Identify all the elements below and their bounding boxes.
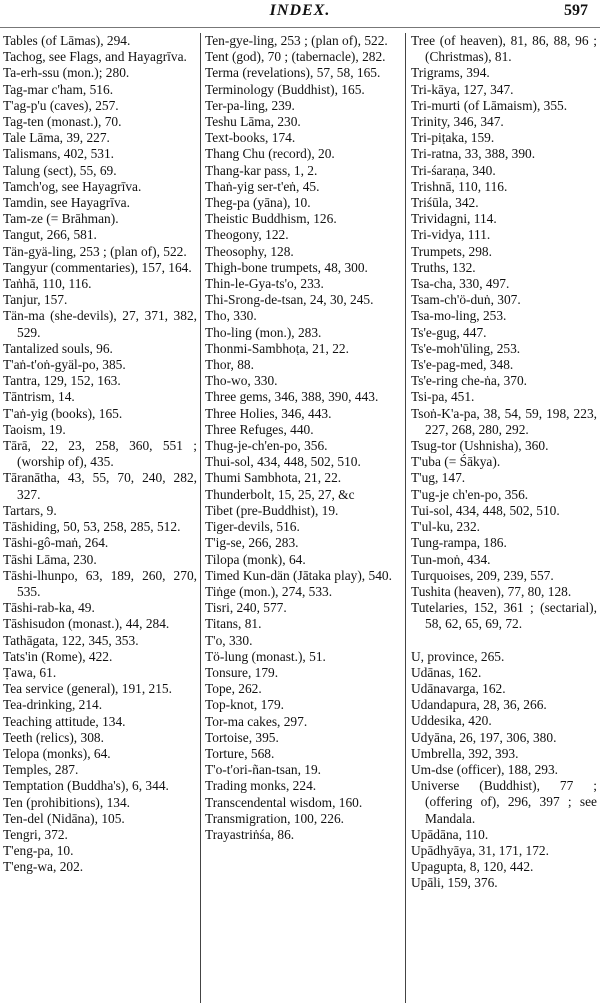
index-entry: Talismans, 402, 531. (3, 146, 115, 162)
index-entry: Tri-murti (of Lāmaism), 355. (411, 97, 568, 113)
index-entry: Tam-ze (= Brāhman). (3, 211, 119, 227)
index-entry: Upagupta, 8, 120, 442. (411, 859, 534, 875)
index-entry: Thug-je-ch'en-po, 356. (205, 438, 328, 454)
column-divider-2 (405, 33, 406, 1003)
index-entry: Tāranātha, 43, 55, 70, 240, 282, 327. (3, 470, 197, 502)
index-entry: U, province, 265. (411, 648, 505, 664)
index-entry: Theosophy, 128. (205, 243, 294, 259)
index-entry: Tibet (pre-Buddhist), 19. (205, 502, 339, 518)
index-entry: Upādhyāya, 31, 171, 172. (411, 842, 549, 858)
index-entry: Tag-ten (monast.), 70. (3, 114, 122, 130)
index-entry: Talung (sect), 55, 69. (3, 162, 117, 178)
index-entry: Ten (prohibitions), 134. (3, 794, 131, 810)
index-entry: Tortoise, 395. (205, 729, 279, 745)
index-entry: Tāshiding, 50, 53, 258, 285, 512. (3, 519, 181, 535)
index-entry: Timed Kun-dän (Jātaka play), 540. (205, 567, 392, 583)
index-entry: Ṭawa, 61. (3, 664, 57, 680)
index-entry: Transcendental wisdom, 160. (205, 794, 363, 810)
index-entry: Teaching attitude, 134. (3, 713, 126, 729)
index-entry: Tāshi Lāma, 230. (3, 551, 97, 567)
index-entry: Temptation (Buddha's), 6, 344. (3, 778, 169, 794)
index-column-3 (411, 33, 597, 1005)
index-entry: Tilopa (monk), 64. (205, 551, 306, 567)
index-entry: Tope, 262. (205, 681, 262, 697)
index-entry: Trumpets, 298. (411, 243, 492, 259)
index-entry: Terminology (Buddhist), 165. (205, 81, 365, 97)
index-entry: Thui-sol, 434, 448, 502, 510. (205, 454, 361, 470)
index-entry: T'ig-se, 266, 283. (205, 535, 299, 551)
index-entry: Tamdin, see Hayagrīva. (3, 195, 130, 211)
index-entry: Ts'e-ring che-ṅa, 370. (411, 373, 527, 389)
index-entry: Um-dse (officer), 188, 293. (411, 761, 559, 777)
index-entry: Teshu Lāma, 230. (205, 114, 301, 130)
page-header (0, 0, 600, 30)
index-entry: Tachog, see Flags, and Hayagrīva. (3, 49, 187, 65)
index-entry: Temples, 287. (3, 762, 79, 778)
page-title: INDEX. (269, 2, 331, 19)
index-entry: Tiṅge (mon.), 274, 533. (205, 583, 333, 599)
index-entry: Thin-le-Gya-ts'o, 233. (205, 276, 324, 292)
index-entry: Transmigration, 100, 226. (205, 810, 344, 826)
index-entry: Text-books, 174. (205, 130, 296, 146)
index-entry: Theg-pa (yāna), 10. (205, 195, 311, 211)
index-entry: Tats'in (Rome), 422. (3, 648, 113, 664)
index-entry: Tree (of heaven), 81, 86, 88, 96 ; (Christmas), 81. (411, 33, 597, 65)
index-body (0, 33, 600, 1005)
index-entry: Tri-kāya, 127, 347. (411, 81, 514, 97)
index-entry: Tri-śaraṇa, 340. (411, 162, 496, 178)
index-entry: Udyāna, 26, 197, 306, 380. (411, 729, 557, 745)
index-entry: Tantra, 129, 152, 163. (3, 373, 121, 389)
column-divider-1 (200, 33, 201, 1003)
index-entry: T'eng-pa, 10. (3, 843, 74, 859)
index-entry: Tantalized souls, 96. (3, 340, 113, 356)
index-entry: Tonsure, 179. (205, 664, 279, 680)
index-entry: Trigrams, 394. (411, 65, 490, 81)
index-entry: Ts'e-moh'ūling, 253. (411, 340, 521, 356)
index-entry: Triśūla, 342. (411, 195, 479, 211)
index-entry: Tāntrism, 14. (3, 389, 75, 405)
index-entry: Tathāgata, 122, 345, 353. (3, 632, 139, 648)
index-entry: T'uba (= Śākya). (411, 454, 501, 470)
index-entry: Terma (revelations), 57, 58, 165. (205, 65, 381, 81)
index-entry: Trayastriṅśa, 86. (205, 826, 295, 842)
index-entry: Three gems, 346, 388, 390, 443. (205, 389, 379, 405)
index-entry: Thigh-bone trumpets, 48, 300. (205, 259, 368, 275)
index-entry: Tushita (heaven), 77, 80, 128. (411, 583, 572, 599)
index-entry: Tri-vidya, 111. (411, 227, 491, 243)
index-entry: Tea-drinking, 214. (3, 697, 103, 713)
index-entry: Three Holies, 346, 443. (205, 405, 332, 421)
index-entry: Telopa (monks), 64. (3, 745, 111, 761)
index-entry: Taoism, 19. (3, 421, 66, 437)
index-entry: Tö-lung (monast.), 51. (205, 648, 326, 664)
index-entry: Ta-erh-ssu (mon.); 280. (3, 65, 130, 81)
index-entry: Tisri, 240, 577. (205, 600, 287, 616)
index-entry: Umbrella, 392, 393. (411, 745, 519, 761)
index-entry: Theistic Buddhism, 126. (205, 211, 337, 227)
index-entry: Tea service (general), 191, 215. (3, 681, 172, 697)
index-entry: Tāshi-lhunpo, 63, 189, 260, 270, 535. (3, 567, 197, 599)
index-entry: Tartars, 9. (3, 502, 57, 518)
index-entry: T'ug, 147. (411, 470, 466, 486)
index-entry: T'o-t'ori-ñan-tsan, 19. (205, 762, 322, 778)
index-entry: Tables (of Lāmas), 294. (3, 33, 131, 48)
index-entry: Trishnā, 110, 116. (411, 178, 508, 194)
index-entry: Tag-mar c'ham, 516. (3, 81, 114, 97)
index-entry: Tale Lāma, 39, 227. (3, 130, 110, 146)
index-entry: Ts'e-pag-med, 348. (411, 357, 514, 373)
index-entry: T'o, 330. (205, 632, 253, 648)
index-entry: Taṅhā, 110, 116. (3, 276, 92, 292)
index-entry: Tutelaries, 152, 361 ; (sectarial), 58, 62, 65, 69, 72. (411, 600, 597, 632)
index-entry: Udānavarga, 162. (411, 680, 506, 696)
index-entry: Thunderbolt, 15, 25, 27, &c (205, 486, 355, 502)
index-entry: Tārā, 22, 23, 258, 360, 551 ; (worship of), 435. (3, 438, 197, 470)
index-entry: Tho-wo, 330. (205, 373, 278, 389)
index-column-1 (3, 33, 197, 1005)
index-entry: Thor, 88. (205, 357, 254, 373)
index-entry: T'aṅ-yig (books), 165. (3, 405, 123, 421)
index-entry: Tent (god), 70 ; (tabernacle), 282. (205, 49, 386, 65)
index-entry: Titans, 81. (205, 616, 262, 632)
index-entry: Top-knot, 179. (205, 697, 285, 713)
index-entry: Tiger-devils, 516. (205, 519, 300, 535)
index-entry: Thi-Srong-de-tsan, 24, 30, 245. (205, 292, 374, 308)
index-entry: Thonmi-Sambhoṭa, 21, 22. (205, 340, 349, 356)
index-entry: Thang-kar pass, 1, 2. (205, 162, 318, 178)
index-entry: Tri-ratna, 33, 388, 390. (411, 146, 536, 162)
page-number: 597 (564, 2, 588, 19)
index-entry: Tengri, 372. (3, 826, 68, 842)
index-entry: Upādāna, 110. (411, 826, 489, 842)
index-entry: Three Refuges, 440. (205, 421, 314, 437)
index-entry: Uddesika, 420. (411, 713, 492, 729)
index-entry: Universe (Buddhist), 77 ; (offering of), 296, 397 ; see Mandala. (411, 778, 597, 826)
index-entry: T'eng-wa, 202. (3, 859, 84, 875)
index-entry: Tri-piṭaka, 159. (411, 130, 495, 146)
index-entry: Tanjur, 157. (3, 292, 68, 308)
index-entry: Tsug-tor (Ushnisha), 360. (411, 438, 549, 454)
index-entry: Tsa-mo-ling, 253. (411, 308, 507, 324)
index-entry: Tho-ling (mon.), 283. (205, 324, 322, 340)
index-entry: Tän-gyä-ling, 253 ; (plan of), 522. (3, 243, 187, 259)
index-entry: Tho, 330. (205, 308, 257, 324)
index-entry: Tui-sol, 434, 448, 502, 510. (411, 502, 560, 518)
index-entry: Tangut, 266, 581. (3, 227, 97, 243)
index-column-2 (205, 33, 401, 1005)
index-entry: Ts'e-gug, 447. (411, 324, 487, 340)
index-entry: T'aṅ-t'oṅ-gyäl-po, 385. (3, 357, 126, 373)
index-entry: Ten-del (Nidāna), 105. (3, 810, 125, 826)
index-entry: Trading monks, 224. (205, 778, 317, 794)
index-entry: Upāli, 159, 376. (411, 875, 498, 891)
index-entry: Ten-gye-ling, 253 ; (plan of), 522. (205, 33, 388, 48)
index-entry: Trinity, 346, 347. (411, 114, 504, 130)
index-entry: Tsoṅ-K'a-pa, 38, 54, 59, 198, 223, 227, 268, 280, 292. (411, 405, 597, 437)
index-entry: Tāshisudon (monast.), 44, 284. (3, 616, 170, 632)
index-entry: Tangyur (commentaries), 157, 164. (3, 259, 192, 275)
index-entry: Tāshi-gô-maṅ, 264. (3, 535, 109, 551)
header-rule (0, 27, 600, 28)
index-entry: Tor-ma cakes, 297. (205, 713, 308, 729)
index-entry: Tsi-pa, 451. (411, 389, 475, 405)
index-entry: Trividagni, 114. (411, 211, 497, 227)
index-entry: Udānas, 162. (411, 664, 482, 680)
index-entry: Ter-pa-ling, 239. (205, 97, 295, 113)
index-entry: Tsa-cha, 330, 497. (411, 276, 510, 292)
index-entry: Turquoises, 209, 239, 557. (411, 567, 554, 583)
index-entry: Teeth (relics), 308. (3, 729, 104, 745)
index-entry: T'ul-ku, 232. (411, 519, 480, 535)
index-entry: Tsam-ch'ö-duṅ, 307. (411, 292, 521, 308)
index-entry: Udandapura, 28, 36, 266. (411, 697, 547, 713)
index-entry: Tän-ma (she-devils), 27, 371, 382, 529. (3, 308, 197, 340)
index-entry: Theogony, 122. (205, 227, 289, 243)
index-entry: Thaṅ-yig ser-t'eṅ, 45. (205, 178, 320, 194)
index-entry: Truths, 132. (411, 259, 476, 275)
index-entry: Torture, 568. (205, 745, 275, 761)
index-entry: Tung-rampa, 186. (411, 535, 507, 551)
index-entry: Tāshi-rab-ka, 49. (3, 600, 95, 616)
index-entry: Thang Chu (record), 20. (205, 146, 335, 162)
index-entry: Tamch'og, see Hayagrīva. (3, 178, 142, 194)
index-entry: T'ag-p'u (caves), 257. (3, 97, 119, 113)
index-entry: T'ug-je ch'en-po, 356. (411, 486, 529, 502)
index-entry: Thumi Sambhota, 21, 22. (205, 470, 342, 486)
index-entry: Tun-moṅ, 434. (411, 551, 491, 567)
